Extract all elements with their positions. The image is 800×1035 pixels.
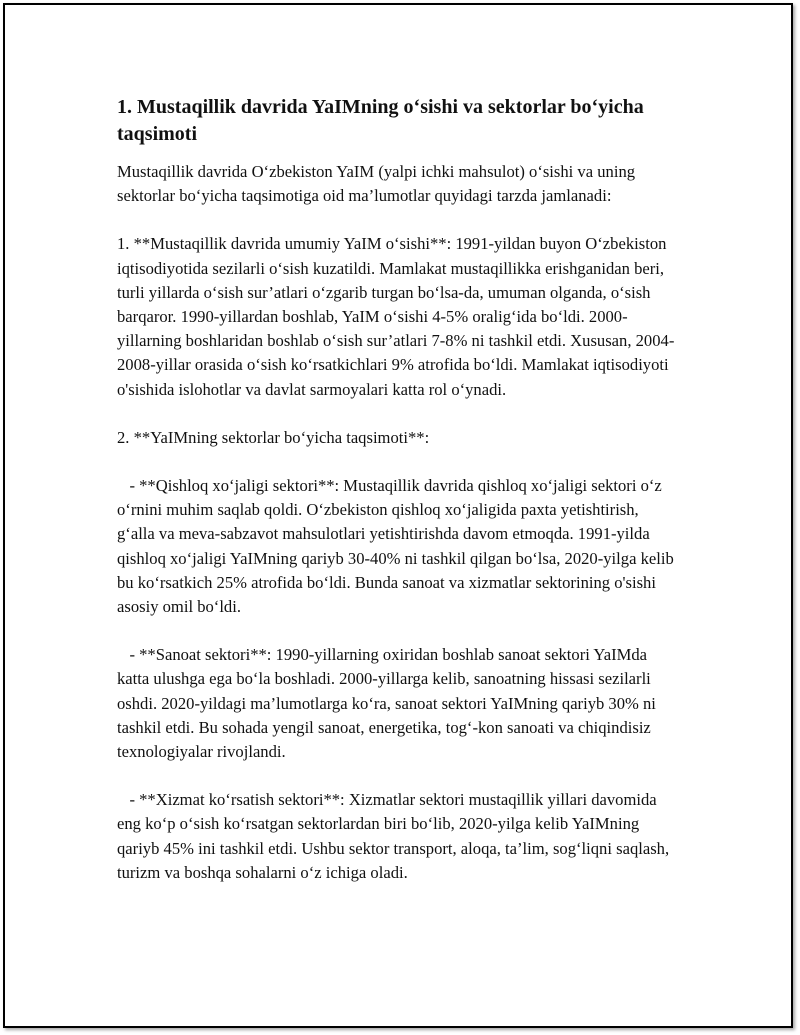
industry-bullet: - **Sanoat sektori**: 1990-yillarning oxiridan boshlab sanoat sektori YaIMda katta ulushga ega bo‘la boshladi. 2000-yillarga kelib, sanoatning hissasi sezilarli oshdi. 2020-yildagi ma’lumotlarga ko‘ra, sanoat sektori YaIMning qariyb 30% ni tashkil etdi. Bu sohada yengil sanoat, energetika, tog‘-kon sanoati va chiqindisiz texnologiyalar rivojlandi. (117, 645, 661, 762)
paragraph-spacer (117, 764, 679, 788)
paragraph-spacer (117, 450, 679, 474)
paragraph-spacer (117, 619, 679, 643)
section-heading: 1. Mustaqillik davrida YaIMning o‘sishi va sektorlar bo‘yicha taqsimoti (117, 96, 644, 145)
services-bullet: - **Xizmat ko‘rsatish sektori**: Xizmatlar sektori mustaqillik yillari davomida eng ko‘p o‘sish ko‘rsatgan sektorlardan biri bo‘lib, 2020-yilga kelib YaIMning qariyb 45% ini tashkil etdi. Ushbu sektor transport, aloqa, ta’lim, sog‘liqni saqlash, turizm va boshqa sohalarni o‘z ichiga oladi. (117, 790, 674, 882)
sector-distribution-title: 2. **YaIMning sektorlar bo‘yicha taqsimoti**: (117, 427, 430, 447)
intro-paragraph: Mustaqillik davrida O‘zbekiston YaIM (yalpi ichki mahsulot) o‘sishi va uning sektorlar bo‘yicha taqsimotiga oid ma’lumotlar quyidagi tarzda jamlanadi: (117, 162, 640, 206)
paragraph-spacer (117, 208, 679, 232)
document-body (117, 94, 679, 885)
agriculture-bullet: - **Qishloq xo‘jaligi sektori**: Mustaqillik davrida qishloq xo‘jaligi sektori o‘z o‘rnini muhim saqlab qoldi. O‘zbekiston qishloq xo‘jaligida paxta yetishtirish, g‘alla va meva-sabzavot mahsulotlari yetishtirishda davom etmoqda. 1991-yilda qishloq xo‘jaligi YaIMning qariyb 30-40% ni tashkil qilgan bo‘lsa, 2020-yilga kelib bu ko‘rsatkich 25% atrofida bo‘ldi. Bunda sanoat va xizmatlar sektorining o'sishi asosiy omil bo‘ldi. (117, 476, 678, 617)
gdp-growth-paragraph: 1. **Mustaqillik davrida umumiy YaIM o‘sishi**: 1991-yildan buyon O‘zbekiston iqtisodiyotida sezilarli o‘sish kuzatildi. Mamlakat mustaqillikka erishganidan beri, turli yillarda o‘sish sur’atlari o‘zgarib turgan bo‘lsa-da, umuman olganda, o‘sish barqaror. 1990-yillardan boshlab, YaIM o‘sishi 4-5% oralig‘ida bo‘ldi. 2000-yillarning boshlaridan boshlab o‘sish sur’atlari 7-8% ni tashkil etdi. Xususan, 2004-2008-yillar orasida o‘sish ko‘rsatkichlari 9% atrofida bo‘ldi. Mamlakat iqtisodiyoti o'sishida islohotlar va davlat sarmoyalari katta rol o‘ynadi. (117, 234, 675, 399)
paragraph-spacer (117, 402, 679, 426)
